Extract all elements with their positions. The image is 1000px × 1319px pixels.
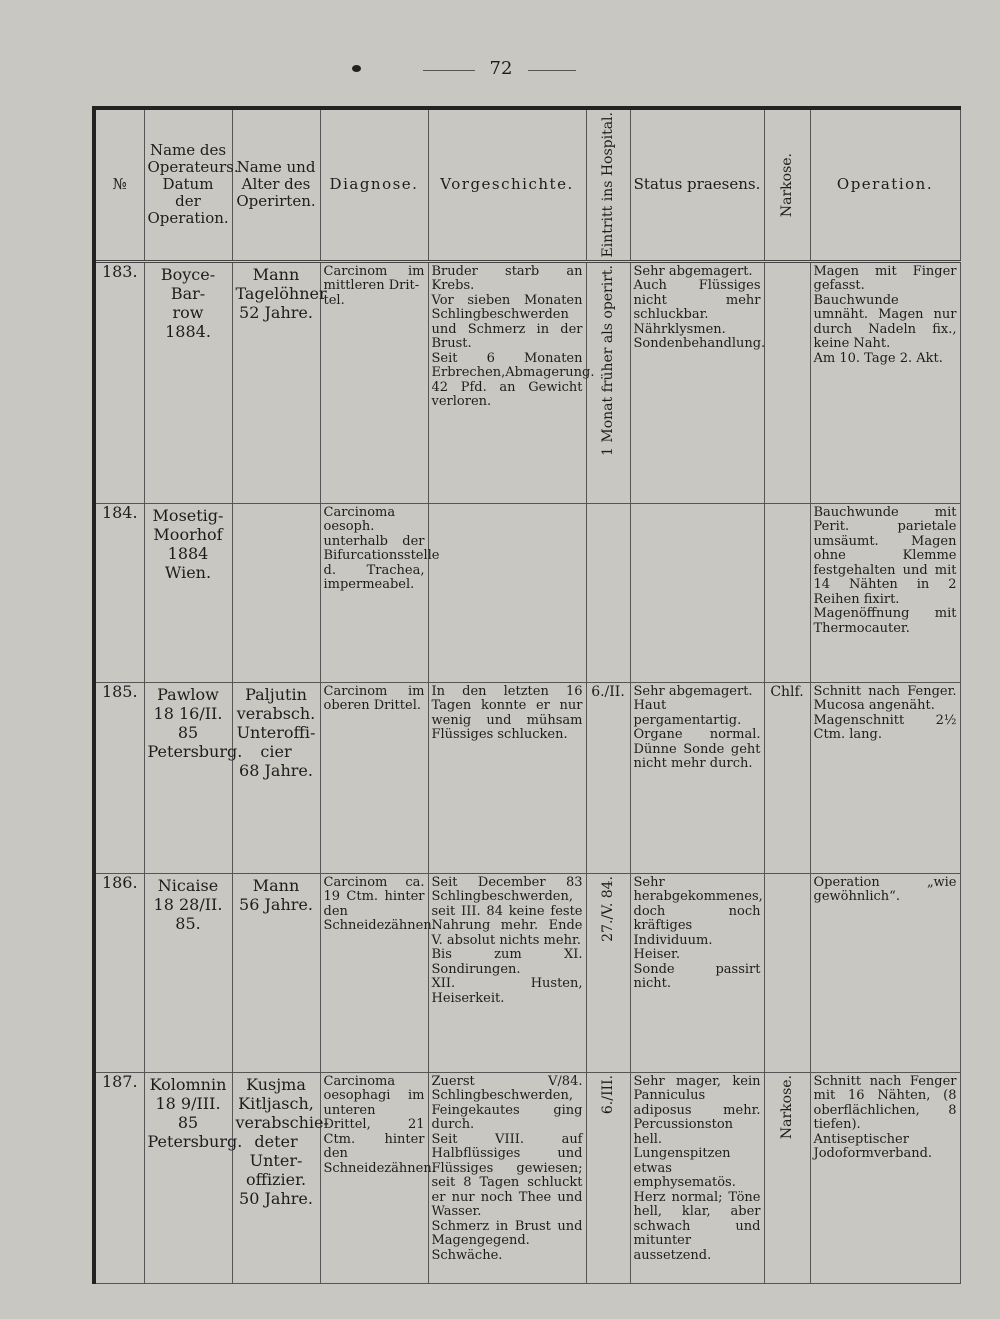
ink-dot <box>352 65 361 72</box>
narcosis-cell <box>764 261 810 503</box>
narcosis-cell: Narkose. <box>764 1072 810 1283</box>
operator-cell: Pawlow 18 16/II. 85 Petersburg. <box>144 682 232 873</box>
status-cell: Sehr herabgekommenes, doch noch kräftiges Individuum. Heiser. Sonde passirt nicht. <box>630 873 764 1072</box>
admission-cell: 1 Monat früher als operirt. <box>586 261 630 503</box>
header-history: Vorgeschichte. <box>428 108 586 261</box>
page-header <box>0 58 1000 82</box>
patient-cell: Mann 56 Jahre. <box>232 873 320 1072</box>
history-cell: Bruder starb an Krebs. Vor sieben Monaten Schlingbeschwerden und Schmerz in der Brust. Seit 6 Monaten Erbrechen,Abmagerung. 42 Pfd. an Gewicht verloren. <box>428 261 586 503</box>
admission-cell: 6./III. <box>586 1072 630 1283</box>
header-rule-left <box>423 70 475 71</box>
operation-cell: Operation „wie gewöhnlich“. <box>810 873 960 1072</box>
table-row <box>94 682 960 873</box>
diagnosis-cell: Carcinoma oesoph. unterhalb der Bifurcationsstelle d. Trachea, impermeabel. <box>320 503 428 682</box>
header-operator: Name des Operateurs. Datum der Operation. <box>144 108 232 261</box>
history-cell: In den letzten 16 Tagen konnte er nur wenig und mühsam Flüssiges schlucken. <box>428 682 586 873</box>
admission-cell: 6./II. <box>586 682 630 873</box>
diagnosis-cell: Carcinom im oberen Drittel. <box>320 682 428 873</box>
status-cell <box>630 503 764 682</box>
case-number: 185. <box>94 682 144 873</box>
operator-cell: Kolomnin 18 9/III. 85 Petersburg. <box>144 1072 232 1283</box>
header-rule-right <box>528 70 576 71</box>
header-diagnosis: Diagnose. <box>320 108 428 261</box>
narcosis-cell <box>764 503 810 682</box>
header-status: Status praesens. <box>630 108 764 261</box>
operations-table <box>92 106 961 1284</box>
narcosis-cell <box>764 873 810 1072</box>
case-number: 186. <box>94 873 144 1072</box>
table-row <box>94 1072 960 1283</box>
case-number: 187. <box>94 1072 144 1283</box>
table-header-row <box>94 108 960 261</box>
status-cell: Sehr abgemagert. Haut pergamentartig. Organe normal. Dünne Sonde geht nicht mehr durch. <box>630 682 764 873</box>
history-cell: Seit December 83 Schlingbeschwerden, seit III. 84 keine feste Nahrung mehr. Ende V. absolut nichts mehr. Bis zum XI. Sondirungen. XII. Husten, Heiserkeit. <box>428 873 586 1072</box>
operation-cell: Bauchwunde mit Perit. parietale umsäumt. Magen ohne Klemme festgehalten und mit 14 Nähten in 2 Reihen fixirt. Magenöffnung mit Thermocauter. <box>810 503 960 682</box>
case-number: 184. <box>94 503 144 682</box>
header-narcosis: Narkose. <box>764 108 810 261</box>
patient-cell: Kusjma Kitljasch, verabschie- deter Unter- offizier. 50 Jahre. <box>232 1072 320 1283</box>
diagnosis-cell: Carcinom ca. 19 Ctm. hinter den Schneidezähnen. <box>320 873 428 1072</box>
patient-cell <box>232 503 320 682</box>
admission-cell <box>586 503 630 682</box>
operation-cell: Schnitt nach Fenger. Mucosa angenäht. Magenschnitt 2½ Ctm. lang. <box>810 682 960 873</box>
header-operation: Operation. <box>810 108 960 261</box>
operator-cell: Nicaise 18 28/II. 85. <box>144 873 232 1072</box>
table-row <box>94 873 960 1072</box>
patient-cell: Paljutin verabsch. Unteroffi- cier 68 Jahre. <box>232 682 320 873</box>
operator-cell: Boyce-Bar- row 1884. <box>144 261 232 503</box>
history-cell: Zuerst V/84. Schlingbeschwerden, Feingekautes ging durch. Seit VIII. auf Halbflüssiges und Flüssiges gewiesen; seit 8 Tagen schluckt er nur noch Thee und Wasser. Schmerz in Brust und Magengegend. Schwäche. <box>428 1072 586 1283</box>
header-admission: Eintritt ins Hospital. <box>586 108 630 261</box>
patient-cell: Mann Tagelöhner 52 Jahre. <box>232 261 320 503</box>
narcosis-cell: Chlf. <box>764 682 810 873</box>
history-cell <box>428 503 586 682</box>
operation-cell: Schnitt nach Fenger mit 16 Nähten, (8 oberflächlichen, 8 tiefen). Antiseptischer Jodoformverband. <box>810 1072 960 1283</box>
status-cell: Sehr mager, kein Panniculus adiposus mehr. Percussionston hell. Lungenspitzen etwas emphysematös. Herz normal; Töne hell, klar, aber schwach und mitunter aussetzend. <box>630 1072 764 1283</box>
operator-cell: Mosetig- Moorhof 1884 Wien. <box>144 503 232 682</box>
diagnosis-cell: Carcinoma oesophagi im unteren Drittel, 21 Ctm. hinter den Schneidezähnen. <box>320 1072 428 1283</box>
case-number: 183. <box>94 261 144 503</box>
header-number: № <box>94 108 144 261</box>
diagnosis-cell: Carcinom im mittleren Drit- tel. <box>320 261 428 503</box>
table-row <box>94 261 960 503</box>
table-row <box>94 503 960 682</box>
admission-cell: 27./V. 84. <box>586 873 630 1072</box>
status-cell: Sehr abgemagert. Auch Flüssiges nicht mehr schluckbar. Nährklysmen. Sondenbehandlung. <box>630 261 764 503</box>
header-patient: Name und Alter des Operirten. <box>232 108 320 261</box>
operation-cell: Magen mit Finger gefasst. Bauchwunde umnäht. Magen nur durch Nadeln fix., keine Naht. Am 10. Tage 2. Akt. <box>810 261 960 503</box>
page-number: 72 <box>489 58 513 79</box>
